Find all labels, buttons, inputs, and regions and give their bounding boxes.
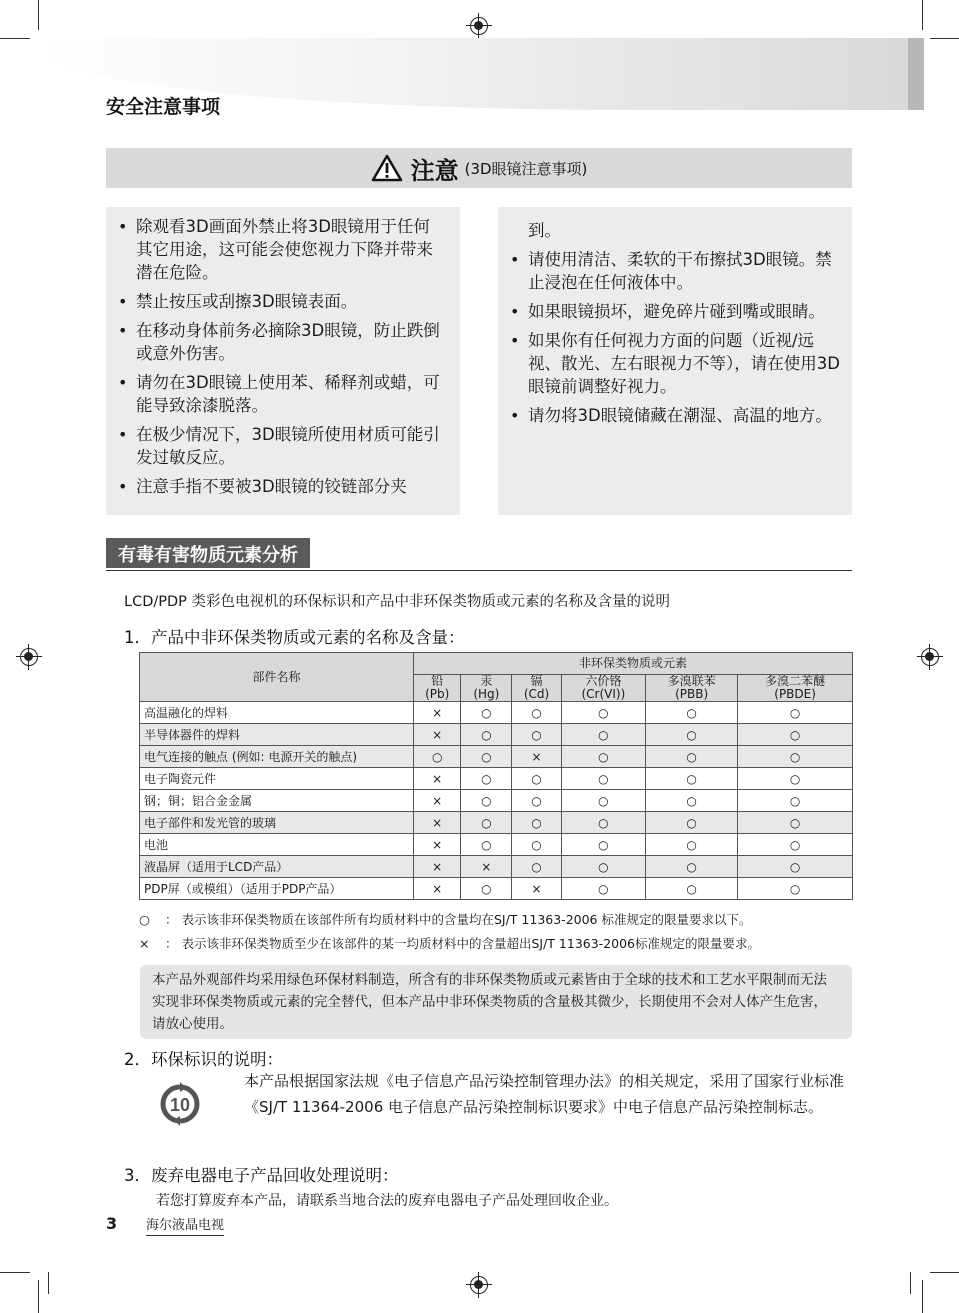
- table-cell-value: ×: [414, 724, 461, 746]
- table-cell-value: ○: [738, 724, 853, 746]
- column-symbol: (PBDE): [774, 687, 816, 701]
- section-heading: 有毒有害物质元素分析: [106, 538, 310, 568]
- crop-mark: [38, 0, 39, 30]
- table-column-header: [561, 675, 645, 702]
- eco-materials-note: 本产品外观部件均采用绿色环保材料制造，所含有的非环保类物质或元素皆由于全球的技术和工艺水平限制而无法实现非环保类物质或元素的完全替代，但本产品中非环保类物质的含量极其微少，长期使用不会对人体产生危害，请放心使用。: [140, 965, 852, 1039]
- list-item: • 在极少情况下，3D眼镜所使用材质可能引发过敏反应。: [106, 423, 446, 469]
- eco-logo-number: 10: [169, 1095, 191, 1115]
- table-cell-value: ○: [461, 746, 512, 768]
- table-cell-value: ×: [414, 768, 461, 790]
- column-name: 铅: [431, 674, 444, 688]
- eco-10-logo-icon: [156, 1080, 204, 1128]
- table-row: [140, 768, 853, 790]
- table-cell-part: 半导体器件的焊料: [140, 724, 414, 746]
- table-header-group: 非环保类物质或元素: [414, 653, 853, 675]
- recycle-text: 若您打算废弃本产品，请联系当地合法的废弃电器电子产品处理回收企业。: [156, 1193, 618, 1209]
- table-cell-value: ○: [738, 834, 853, 856]
- list-item: • 请使用清洁、柔软的干布擦拭3D眼镜。禁止浸泡在任何液体中。: [498, 248, 840, 294]
- crop-mark: [0, 38, 30, 39]
- crop-mark: [930, 38, 959, 39]
- crop-mark: [922, 1280, 923, 1313]
- table-cell-value: ○: [561, 856, 645, 878]
- legend-symbol: ×: [139, 936, 150, 951]
- table-row: [140, 746, 853, 768]
- table-cell-value: ○: [561, 768, 645, 790]
- table-cell-value: ○: [561, 790, 645, 812]
- table-cell-value: ○: [738, 702, 853, 724]
- table-row: [140, 834, 853, 856]
- table-cell-value: ○: [646, 834, 738, 856]
- table-cell-value: ○: [461, 790, 512, 812]
- list-item: • 如果你有任何视力方面的问题（近视/远视、散光、左右眼视力不等），请在使用3D眼镜前调整好视力。: [498, 329, 840, 398]
- crop-mark: [922, 0, 923, 30]
- table-row: [140, 856, 853, 878]
- table-cell-value: ○: [646, 812, 738, 834]
- table-cell-part: 电池: [140, 834, 414, 856]
- table-cell-value: ○: [461, 812, 512, 834]
- crop-mark: [48, 1272, 49, 1294]
- table-cell-value: ○: [461, 724, 512, 746]
- caution-banner: [106, 148, 852, 188]
- table-row: [140, 702, 853, 724]
- table-cell-value: ○: [512, 856, 562, 878]
- column-symbol: (Cr(VI)): [581, 687, 626, 701]
- table-cell-value: ○: [738, 812, 853, 834]
- column-name: 多溴联苯: [667, 674, 716, 688]
- table-cell-part: 电子陶瓷元件: [140, 768, 414, 790]
- table-cell-value: ×: [414, 834, 461, 856]
- table-cell-value: ○: [512, 768, 562, 790]
- glasses-notes-left: [106, 207, 460, 515]
- table-row: [140, 724, 853, 746]
- substance-table: [139, 652, 853, 900]
- table-column-header: [414, 675, 461, 702]
- table-cell-part: 电气连接的触点 (例如: 电源开关的触点): [140, 746, 414, 768]
- table-cell-value: ○: [561, 878, 645, 900]
- table-cell-value: ×: [414, 790, 461, 812]
- registration-mark: [470, 1276, 488, 1294]
- column-symbol: (Hg): [473, 687, 500, 701]
- table-cell-value: ○: [738, 768, 853, 790]
- table-cell-value: ○: [561, 834, 645, 856]
- column-symbol: (Pb): [425, 687, 450, 701]
- table-cell-value: ○: [561, 812, 645, 834]
- crop-mark: [38, 1280, 39, 1313]
- section-intro: LCD/PDP 类彩色电视机的环保标识和产品中非环保类物质或元素的名称及含量的说明: [124, 594, 671, 610]
- table-cell-value: ○: [561, 724, 645, 746]
- list-item: • 请勿将3D眼镜储藏在潮湿、高温的地方。: [498, 404, 840, 427]
- table-cell-value: ○: [646, 768, 738, 790]
- header-tab: [908, 38, 924, 110]
- table-cell-value: ○: [512, 790, 562, 812]
- part2-title: 2．环保标识的说明：: [124, 1050, 283, 1069]
- caution-title: 注意: [410, 156, 459, 185]
- table-cell-value: ○: [512, 724, 562, 746]
- list-item: • 注意手指不要被3D眼镜的铰链部分夹: [106, 475, 446, 498]
- list-item: • 请勿在3D眼镜上使用苯、稀释剂或蜡，可能导致涂漆脱落。: [106, 371, 446, 417]
- table-column-header: [512, 675, 562, 702]
- table-row: [140, 878, 853, 900]
- table-cell-value: ○: [561, 702, 645, 724]
- table-column-header: [461, 675, 512, 702]
- registration-mark: [921, 648, 939, 666]
- table-row: [140, 790, 853, 812]
- table-cell-value: ○: [461, 768, 512, 790]
- table-cell-part: 高温融化的焊料: [140, 702, 414, 724]
- page-number: 3: [106, 1214, 118, 1233]
- list-item-continued: 到。: [528, 221, 561, 240]
- table-cell-value: ○: [461, 834, 512, 856]
- table-row: [140, 812, 853, 834]
- eco-label-text: 本产品根据国家法规《电子信息产品污染控制管理办法》的相关规定，采用了国家行业标准《SJ/T 11364-2006 电子信息产品污染控制标识要求》中电子信息产品污染控制标志。: [244, 1072, 845, 1116]
- table-cell-value: ○: [646, 702, 738, 724]
- legend-symbol: ○: [139, 912, 150, 927]
- legend-text: ： 表示该非环保类物质至少在该部件的某一均质材料中的含量超出SJ/T 11363-2006标准规定的限量要求。: [165, 936, 761, 951]
- table-cell-value: ○: [646, 878, 738, 900]
- column-name: 镉: [530, 674, 543, 688]
- part3-title: 3．废弃电器电子产品回收处理说明：: [124, 1166, 399, 1185]
- table-cell-value: ○: [512, 702, 562, 724]
- part1-title: 1．产品中非环保类物质或元素的名称及含量：: [124, 628, 465, 647]
- column-name: 汞: [480, 674, 493, 688]
- table-cell-value: ○: [738, 746, 853, 768]
- list-item: • 除观看3D画面外禁止将3D眼镜用于任何其它用途，这可能会使您视力下降并带来潜在危险。: [106, 215, 446, 284]
- crop-mark: [930, 1272, 959, 1273]
- glasses-notes-right: [498, 207, 852, 515]
- table-cell-value: ○: [738, 790, 853, 812]
- table-cell-value: ×: [414, 702, 461, 724]
- table-cell-value: ○: [646, 724, 738, 746]
- table-cell-value: ○: [738, 878, 853, 900]
- column-symbol: (Cd): [523, 687, 550, 701]
- table-cell-value: ×: [414, 878, 461, 900]
- table-cell-value: ○: [512, 834, 562, 856]
- page-title: 安全注意事项: [106, 96, 221, 118]
- column-name: 多溴二苯醚: [765, 674, 826, 688]
- table-cell-part: 电子部件和发光管的玻璃: [140, 812, 414, 834]
- registration-mark: [470, 17, 488, 35]
- table-cell-value: ×: [512, 878, 562, 900]
- table-cell-value: ○: [414, 746, 461, 768]
- table-cell-value: ×: [512, 746, 562, 768]
- table-cell-value: ×: [461, 856, 512, 878]
- table-column-header: [738, 675, 853, 702]
- list-item: • 禁止按压或刮擦3D眼镜表面。: [106, 290, 446, 313]
- table-cell-part: PDP屏（或模组）（适用于PDP产品）: [140, 878, 414, 900]
- table-header-part: 部件名称: [140, 653, 414, 702]
- table-cell-value: ○: [512, 812, 562, 834]
- table-cell-value: ○: [561, 746, 645, 768]
- table-cell-value: ×: [414, 812, 461, 834]
- registration-mark: [20, 648, 38, 666]
- legend-text: ： 表示该非环保类物质在该部件所有均质材料中的含量均在SJ/T 11363-2006 标准规定的限量要求以下。: [165, 912, 752, 927]
- table-cell-value: ○: [646, 790, 738, 812]
- list-item: • 在移动身体前务必摘除3D眼镜，防止跌倒或意外伤害。: [106, 319, 446, 365]
- table-cell-part: 液晶屏（适用于LCD产品）: [140, 856, 414, 878]
- footer-brand: 海尔液晶电视: [146, 1214, 224, 1236]
- caution-subtitle: (3D眼镜注意事项): [464, 159, 588, 178]
- column-name: 六价铬: [585, 674, 622, 688]
- warning-icon: [371, 154, 403, 182]
- legend-circle: [139, 910, 751, 928]
- table-cell-value: ○: [738, 856, 853, 878]
- table-cell-value: ○: [461, 878, 512, 900]
- crop-mark: [910, 1272, 911, 1294]
- table-cell-value: ○: [646, 746, 738, 768]
- table-cell-part: 钢；铜；铝合金金属: [140, 790, 414, 812]
- table-column-header: [646, 675, 738, 702]
- legend-cross: [139, 934, 760, 952]
- table-cell-value: ○: [461, 702, 512, 724]
- table-cell-value: ×: [414, 856, 461, 878]
- list-item: • 如果眼镜损坏，避免碎片碰到嘴或眼睛。: [498, 300, 840, 323]
- table-cell-value: ○: [646, 856, 738, 878]
- section-divider: [106, 570, 852, 571]
- column-symbol: (PBB): [675, 687, 709, 701]
- crop-mark: [0, 1272, 30, 1273]
